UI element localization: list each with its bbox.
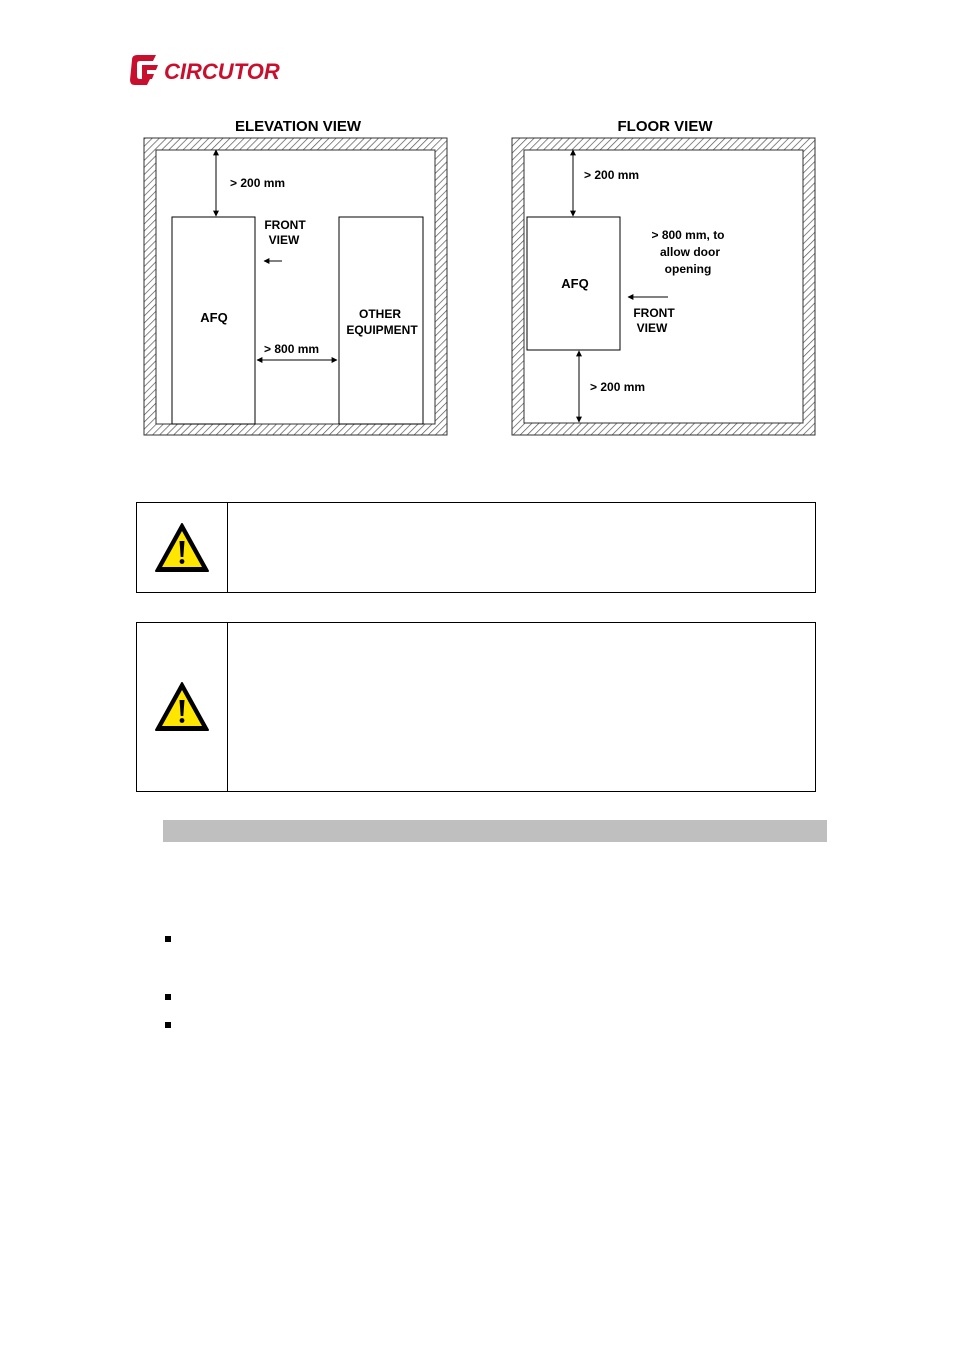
floor-view — [512, 118, 815, 435]
circutor-wordmark: CIRCUTOR — [164, 59, 280, 84]
floor-view-title: FLOOR VIEW — [617, 118, 713, 135]
elevation-top-clearance-label: > 200 mm — [230, 176, 286, 190]
other-equipment-label-1: OTHER — [359, 307, 401, 321]
floor-door-clearance-label-1: > 800 mm, to — [651, 228, 725, 242]
warning-triangle-icon — [153, 521, 211, 575]
warning-box — [136, 622, 816, 792]
floor-front-label-1: FRONT — [633, 306, 675, 320]
warning-text — [228, 623, 815, 791]
square-bullet — [165, 1022, 171, 1028]
floor-door-clearance-label-3: opening — [664, 262, 712, 276]
installation-clearance-diagram — [0, 0, 954, 470]
warning-text — [228, 503, 815, 592]
floor-bottom-clearance-label: > 200 mm — [590, 380, 646, 394]
elevation-view-title: ELEVATION VIEW — [234, 118, 362, 135]
floor-front-label-2: VIEW — [636, 321, 668, 335]
warning-icon-cell — [137, 623, 228, 791]
floor-afq-label: AFQ — [561, 276, 589, 291]
warning-box — [136, 502, 816, 593]
elevation-front-label-2: VIEW — [268, 233, 300, 247]
other-equipment-label-2: EQUIPMENT — [346, 323, 418, 337]
section-heading-bar — [163, 820, 827, 842]
warning-triangle-icon — [153, 680, 211, 734]
floor-door-clearance-label-2: allow door — [660, 245, 720, 259]
elevation-side-clearance-label: > 800 mm — [264, 342, 320, 356]
square-bullet — [165, 994, 171, 1000]
warning-icon-cell — [137, 503, 228, 592]
elevation-view — [144, 118, 447, 435]
elevation-front-label-1: FRONT — [264, 218, 306, 232]
elevation-afq-label: AFQ — [200, 310, 228, 325]
floor-top-clearance-label: > 200 mm — [584, 168, 640, 182]
square-bullet — [165, 936, 171, 942]
